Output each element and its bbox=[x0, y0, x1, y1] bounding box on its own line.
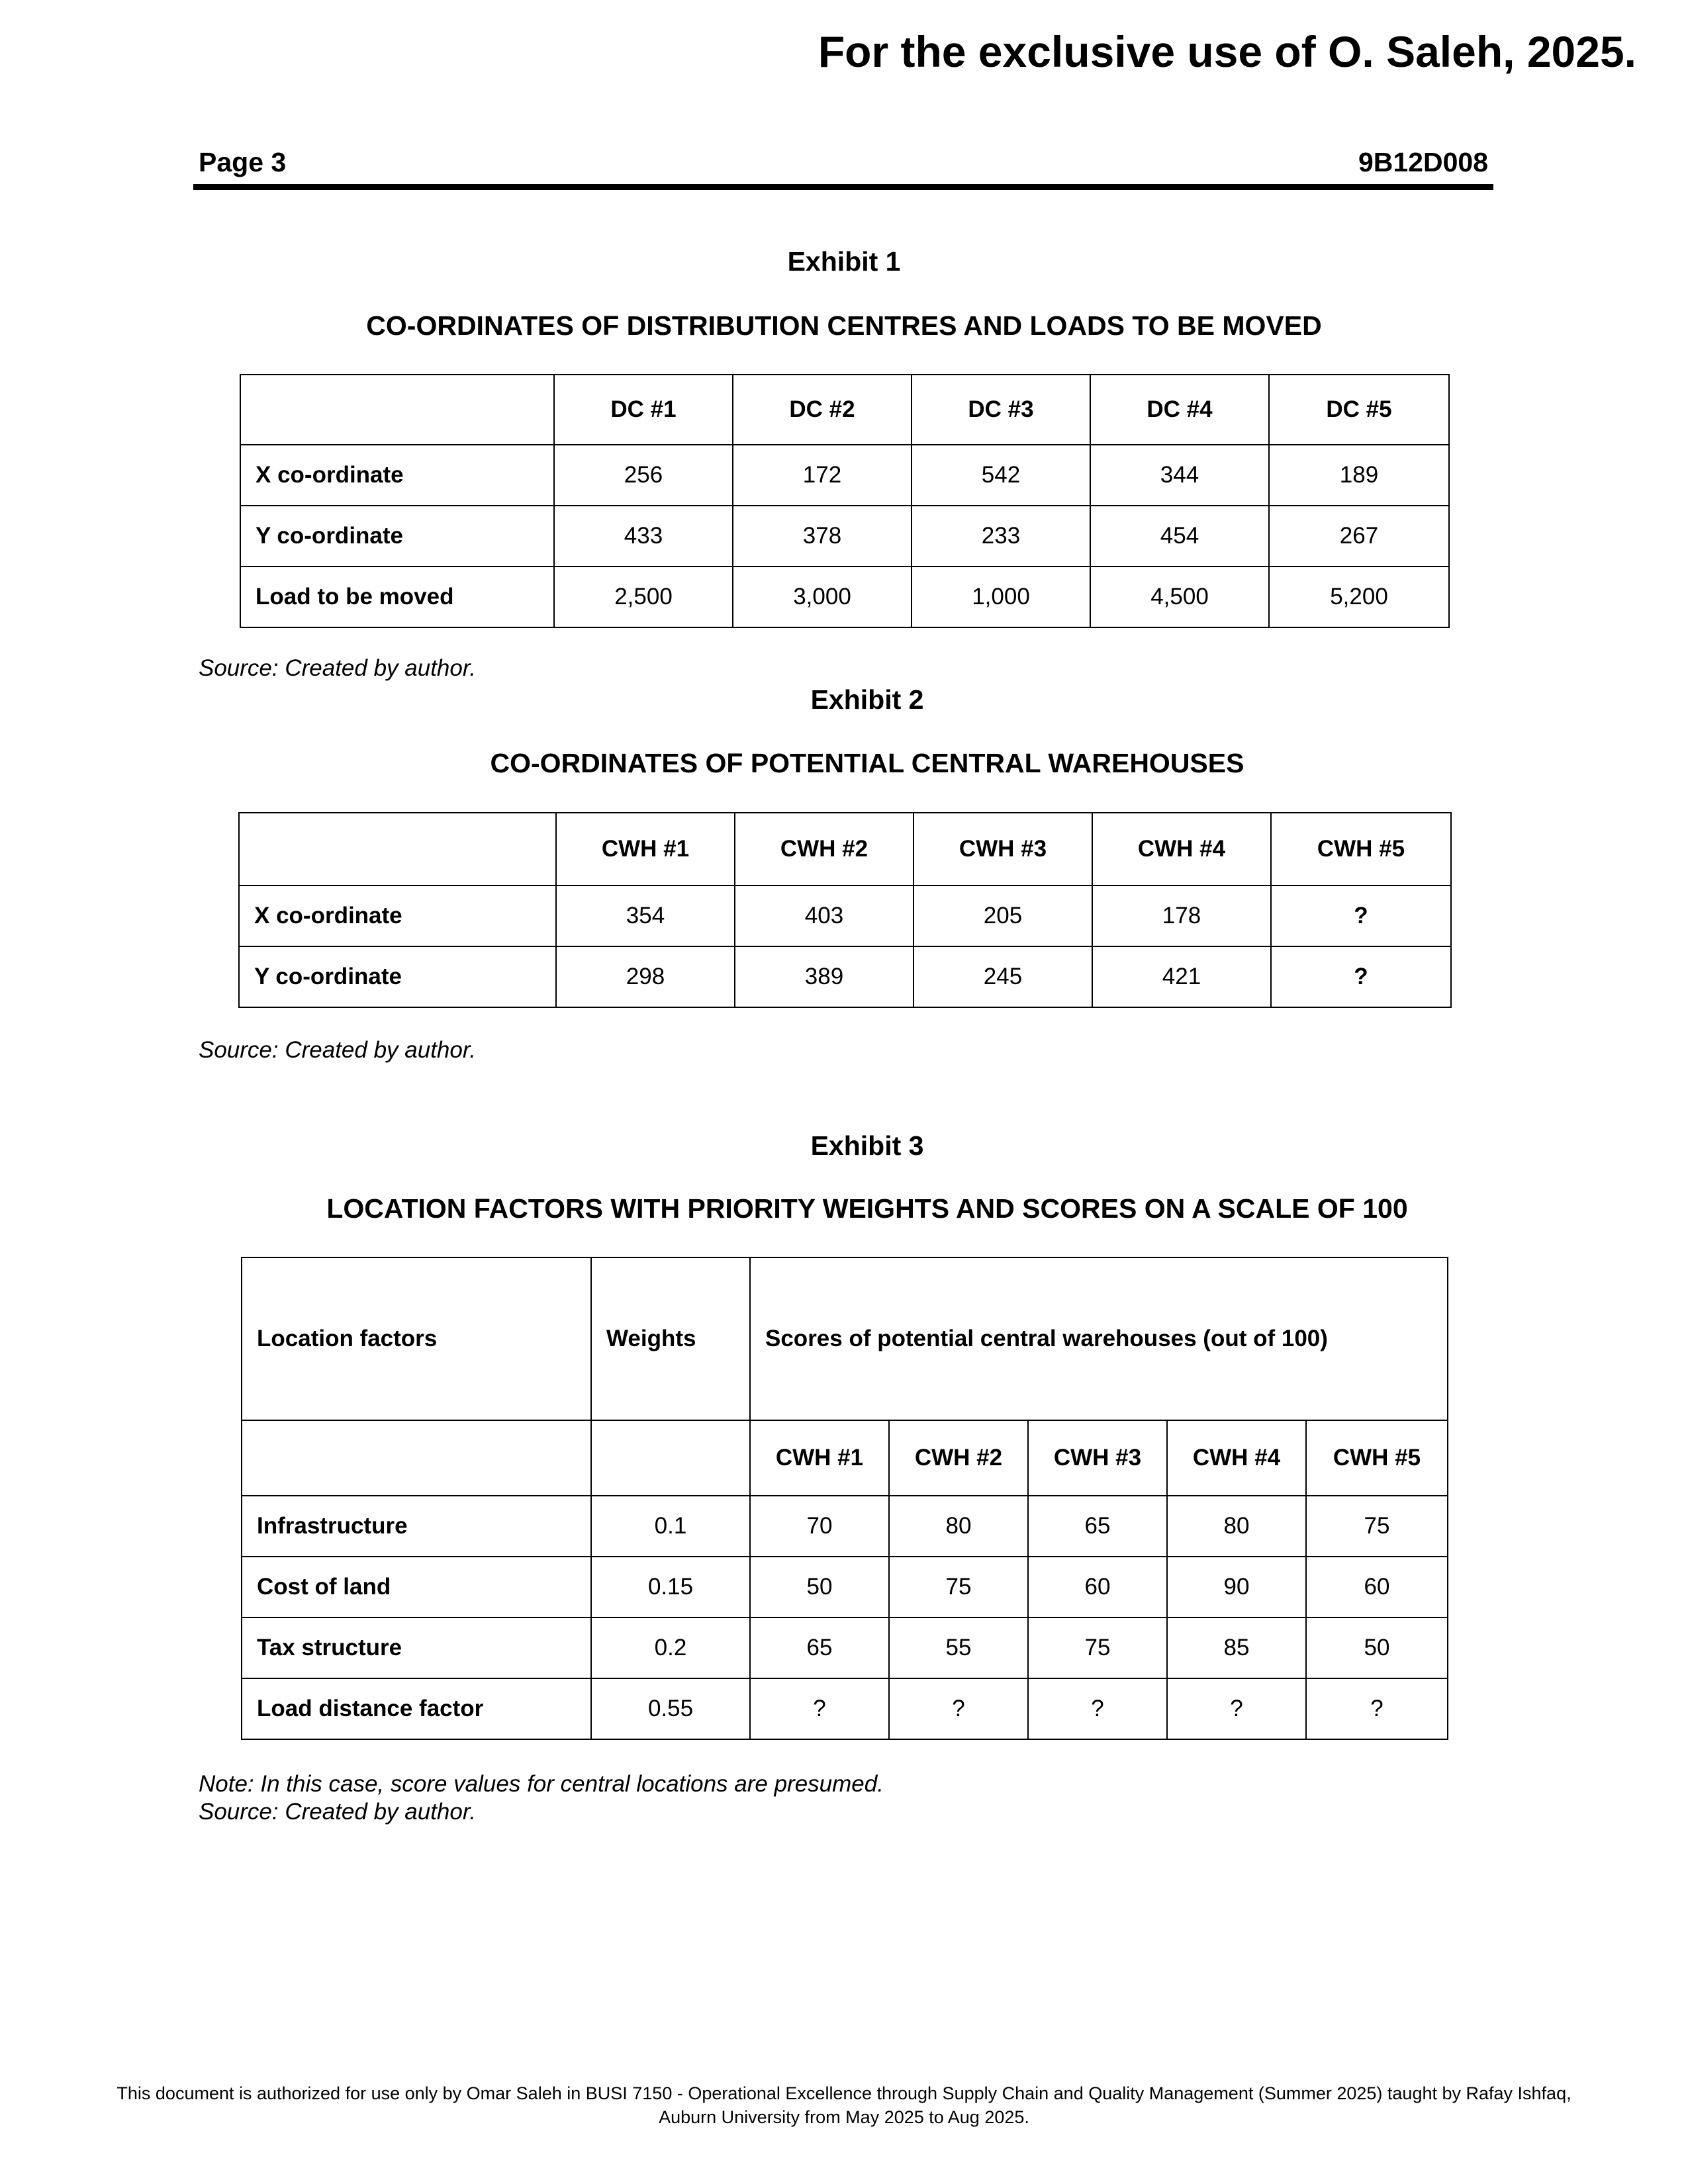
row-label: X co-ordinate bbox=[240, 445, 554, 506]
table-cell: 75 bbox=[1028, 1617, 1167, 1678]
exhibit3-source: Source: Created by author. bbox=[199, 1799, 476, 1825]
table-row bbox=[240, 445, 1449, 506]
column-header: CWH #5 bbox=[1306, 1420, 1448, 1496]
column-header: DC #4 bbox=[1090, 375, 1269, 445]
column-header: DC #2 bbox=[733, 375, 912, 445]
exhibit1-title: CO-ORDINATES OF DISTRIBUTION CENTRES AND LOADS TO BE MOVED bbox=[366, 310, 1322, 341]
table-header-row bbox=[239, 813, 1451, 886]
table-cell: 50 bbox=[750, 1557, 889, 1617]
column-header: CWH #4 bbox=[1167, 1420, 1306, 1496]
column-header: DC #3 bbox=[912, 375, 1090, 445]
column-header: CWH #3 bbox=[1028, 1420, 1167, 1496]
table-cell: 189 bbox=[1269, 445, 1449, 506]
table-cell: 205 bbox=[914, 886, 1092, 946]
table-cell: 4,500 bbox=[1090, 567, 1269, 627]
table-cell: ? bbox=[1306, 1678, 1448, 1739]
table-cell: 298 bbox=[556, 946, 735, 1007]
table-cell: 5,200 bbox=[1269, 567, 1449, 627]
table-cell: 2,500 bbox=[554, 567, 733, 627]
weight-cell: 0.55 bbox=[591, 1678, 750, 1739]
table-header-row bbox=[242, 1257, 1448, 1420]
table-cell: ? bbox=[1028, 1678, 1167, 1739]
table-cell: 354 bbox=[556, 886, 735, 946]
table-header-row bbox=[240, 375, 1449, 445]
table-cell: 178 bbox=[1092, 886, 1271, 946]
table-cell: 85 bbox=[1167, 1617, 1306, 1678]
column-header-weights: Weights bbox=[591, 1257, 750, 1420]
table-cell: 80 bbox=[889, 1496, 1028, 1557]
exhibit3-label: Exhibit 3 bbox=[810, 1130, 924, 1161]
footer-line-1: This document is authorized for use only by Omar Saleh in BUSI 7150 - Operational Excellence through Supply Chain and Quality Management (Summer 2025) taught by Rafay Ishfaq, bbox=[117, 2083, 1571, 2103]
row-label: Y co-ordinate bbox=[240, 506, 554, 567]
exhibit3-table bbox=[241, 1257, 1448, 1740]
column-header: CWH #1 bbox=[750, 1420, 889, 1496]
page-number: Page 3 bbox=[199, 147, 287, 177]
table-cell: 256 bbox=[554, 445, 733, 506]
table-cell: ? bbox=[889, 1678, 1028, 1739]
row-label: Load distance factor bbox=[242, 1678, 591, 1739]
exhibit1-label: Exhibit 1 bbox=[787, 246, 901, 277]
weight-cell: 0.15 bbox=[591, 1557, 750, 1617]
case-code: 9B12D008 bbox=[1358, 147, 1488, 177]
table-cell: 233 bbox=[912, 506, 1090, 567]
column-header: CWH #1 bbox=[556, 813, 735, 886]
table-row bbox=[240, 506, 1449, 567]
table-cell: 80 bbox=[1167, 1496, 1306, 1557]
empty-cell bbox=[239, 813, 556, 886]
table-cell: 65 bbox=[1028, 1496, 1167, 1557]
footer-notice bbox=[40, 2081, 1648, 2129]
table-cell: 542 bbox=[912, 445, 1090, 506]
table-cell: 75 bbox=[1306, 1496, 1448, 1557]
column-header: DC #1 bbox=[554, 375, 733, 445]
table-cell: 75 bbox=[889, 1557, 1028, 1617]
table-cell: 454 bbox=[1090, 506, 1269, 567]
exhibit1-table bbox=[240, 374, 1450, 628]
table-cell: 90 bbox=[1167, 1557, 1306, 1617]
table-cell: 70 bbox=[750, 1496, 889, 1557]
exhibit2-title: CO-ORDINATES OF POTENTIAL CENTRAL WAREHOUSES bbox=[490, 748, 1244, 778]
table-cell: 421 bbox=[1092, 946, 1271, 1007]
exhibit2-source: Source: Created by author. bbox=[199, 1037, 476, 1063]
table-cell: ? bbox=[1271, 886, 1451, 946]
table-row bbox=[242, 1557, 1448, 1617]
column-header-scores: Scores of potential central warehouses (out of 100) bbox=[750, 1257, 1448, 1420]
row-label: Tax structure bbox=[242, 1617, 591, 1678]
column-header: CWH #2 bbox=[889, 1420, 1028, 1496]
empty-cell bbox=[591, 1420, 750, 1496]
column-header: CWH #3 bbox=[914, 813, 1092, 886]
table-row bbox=[242, 1678, 1448, 1739]
table-cell: 378 bbox=[733, 506, 912, 567]
weight-cell: 0.2 bbox=[591, 1617, 750, 1678]
column-header: CWH #2 bbox=[735, 813, 914, 886]
table-cell: ? bbox=[1271, 946, 1451, 1007]
table-row bbox=[239, 946, 1451, 1007]
empty-cell bbox=[242, 1420, 591, 1496]
footer-line-2: Auburn University from May 2025 to Aug 2025. bbox=[659, 2107, 1029, 2127]
exhibit3-note: Note: In this case, score values for central locations are presumed. bbox=[199, 1771, 884, 1797]
row-label: Infrastructure bbox=[242, 1496, 591, 1557]
table-cell: 403 bbox=[735, 886, 914, 946]
column-header: CWH #5 bbox=[1271, 813, 1451, 886]
weight-cell: 0.1 bbox=[591, 1496, 750, 1557]
table-cell: 245 bbox=[914, 946, 1092, 1007]
table-cell: 1,000 bbox=[912, 567, 1090, 627]
table-cell: 267 bbox=[1269, 506, 1449, 567]
table-cell: 65 bbox=[750, 1617, 889, 1678]
table-row bbox=[242, 1496, 1448, 1557]
table-cell: 3,000 bbox=[733, 567, 912, 627]
table-cell: 389 bbox=[735, 946, 914, 1007]
column-header: CWH #4 bbox=[1092, 813, 1271, 886]
table-subheader-row bbox=[242, 1420, 1448, 1496]
table-cell: ? bbox=[1167, 1678, 1306, 1739]
table-cell: 60 bbox=[1028, 1557, 1167, 1617]
exhibit3-title: LOCATION FACTORS WITH PRIORITY WEIGHTS AND SCORES ON A SCALE OF 100 bbox=[326, 1193, 1408, 1224]
table-cell: 433 bbox=[554, 506, 733, 567]
empty-cell bbox=[240, 375, 554, 445]
row-label: Load to be moved bbox=[240, 567, 554, 627]
row-label: Y co-ordinate bbox=[239, 946, 556, 1007]
row-label: X co-ordinate bbox=[239, 886, 556, 946]
table-cell: 50 bbox=[1306, 1617, 1448, 1678]
table-cell: 60 bbox=[1306, 1557, 1448, 1617]
exhibit2-label: Exhibit 2 bbox=[810, 684, 924, 715]
row-label: Cost of land bbox=[242, 1557, 591, 1617]
table-cell: 344 bbox=[1090, 445, 1269, 506]
table-cell: ? bbox=[750, 1678, 889, 1739]
exhibit1-source: Source: Created by author. bbox=[199, 655, 476, 681]
exhibit2-table bbox=[238, 812, 1452, 1008]
table-row bbox=[240, 567, 1449, 627]
watermark: For the exclusive use of O. Saleh, 2025. bbox=[818, 27, 1636, 76]
column-header-factors: Location factors bbox=[242, 1257, 591, 1420]
table-cell: 172 bbox=[733, 445, 912, 506]
column-header: DC #5 bbox=[1269, 375, 1449, 445]
page-header bbox=[193, 147, 1493, 190]
table-row bbox=[242, 1617, 1448, 1678]
table-cell: 55 bbox=[889, 1617, 1028, 1678]
table-row bbox=[239, 886, 1451, 946]
